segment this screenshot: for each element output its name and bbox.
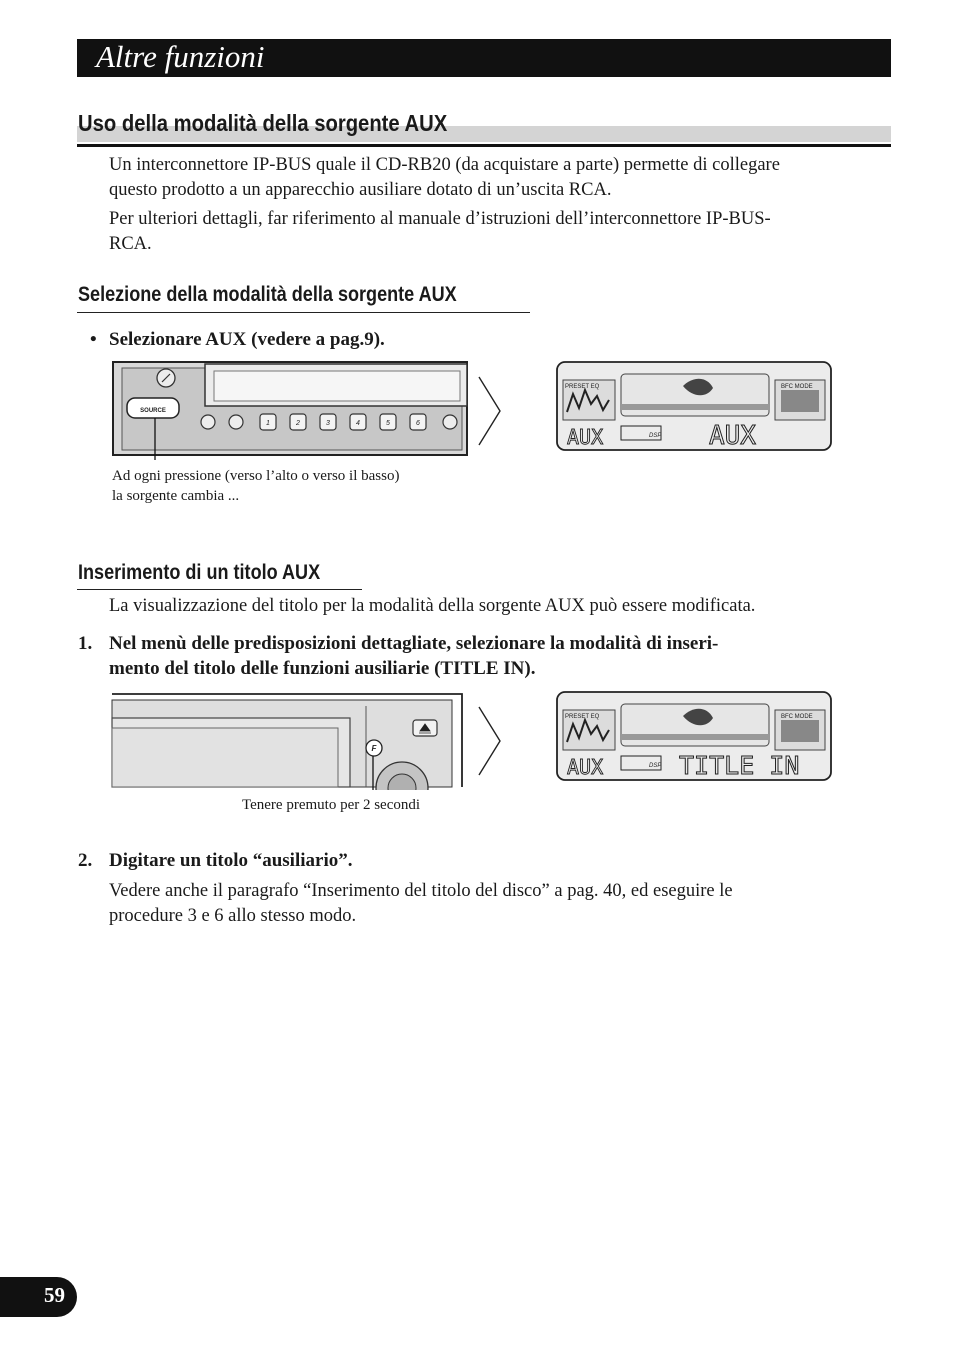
source-button-label: SOURCE (140, 408, 166, 414)
step-2-paragraph (109, 879, 869, 929)
section-title: Uso della modalità della sorgente AUX (78, 110, 448, 136)
bullet-mark: • (90, 329, 97, 350)
preset-button-1-label: 1 (266, 420, 270, 427)
step-1-text-line-2: mento del titolo delle funzioni ausiliarie (TITLE IN). (109, 658, 536, 679)
display-preset-label: PRESET EQ (565, 384, 600, 390)
step-2-text: Digitare un titolo “ausiliario”. (109, 850, 353, 871)
page-header-title: Altre funzioni (96, 39, 265, 74)
bullet-select-aux: Selezionare AUX (vedere a pag.9). (109, 329, 385, 350)
intro-paragraph-1-line-1: Un interconnettore IP-BUS quale il CD-RB20 (da acquistare a parte) permette di collegare (109, 155, 780, 175)
head-unit-front-panel-illustration (110, 360, 470, 460)
step-2-paragraph-line-1: Vedere anche il paragrafo “Inserimento del titolo del disco” a pag. 40, ed eseguire le (109, 881, 733, 901)
preset-button-3-label: 3 (326, 420, 330, 427)
intro-paragraph-1-line-2: questo prodotto a un apparecchio ausiliare dotato di un’uscita RCA. (109, 180, 612, 200)
intro-paragraph-1 (109, 153, 869, 203)
step-1-text (109, 631, 879, 681)
head-unit-side-panel-illustration (110, 690, 466, 790)
display-dsp-label: DSP (649, 433, 662, 439)
display-mode-label: BFC MODE (781, 714, 813, 720)
caption-source-press-line-2: la sorgente cambia ... (112, 488, 240, 504)
display-main-text: AUX (709, 421, 756, 451)
step-2-paragraph-line-2: procedure 3 e 6 allo stesso modo. (109, 906, 357, 926)
display-left-label: AUX (567, 425, 604, 449)
f-button-label: F (371, 744, 377, 753)
preset-button-4-label: 4 (356, 420, 360, 427)
preset-button-6-label: 6 (416, 420, 420, 427)
lcd-display-title-in (555, 690, 833, 782)
subsection-title-title-aux: Inserimento di un titolo AUX (78, 561, 321, 584)
subsection-rule-select-aux (77, 312, 530, 313)
subsection-rule-title-aux (77, 589, 362, 590)
display-mode-label: BFC MODE (781, 384, 813, 390)
lcd-display-aux (555, 360, 833, 452)
preset-button-5-label: 5 (386, 420, 390, 427)
caption-source-press (112, 466, 399, 506)
page-number: 59 (44, 1283, 65, 1307)
step-1-text-line-1: Nel menù delle predisposizioni dettagliate, selezionare la modalità di inseri- (109, 633, 719, 654)
section-title-rule (77, 144, 891, 147)
caption-source-press-line-1: Ad ogni pressione (verso l’alto o verso il basso) (112, 468, 400, 484)
display-main-text: TITLE IN (679, 751, 800, 780)
subsection-title-select-aux: Selezione della modalità della sorgente AUX (78, 283, 457, 306)
display-dsp-label: DSP (649, 763, 662, 769)
page-number-tab (0, 1277, 77, 1317)
intro-paragraph-2-line-1: Per ulteriori dettagli, far riferimento al manuale d’istruzioni dell’interconnettore IP-BUS- (109, 209, 771, 229)
step-2-number: 2. (78, 850, 93, 871)
arrow-right-icon (476, 375, 504, 447)
preset-button-2-label: 2 (296, 420, 300, 427)
display-left-label: AUX (567, 755, 604, 779)
caption-hold-f: Tenere premuto per 2 secondi (242, 797, 421, 813)
arrow-right-icon (476, 705, 504, 777)
display-preset-label: PRESET EQ (565, 714, 600, 720)
step-1-number: 1. (78, 633, 93, 654)
intro-paragraph-2-line-2: RCA. (109, 234, 152, 254)
title-aux-intro: La visualizzazione del titolo per la modalità della sorgente AUX può essere modificata. (109, 596, 756, 616)
intro-paragraph-2 (109, 207, 869, 257)
